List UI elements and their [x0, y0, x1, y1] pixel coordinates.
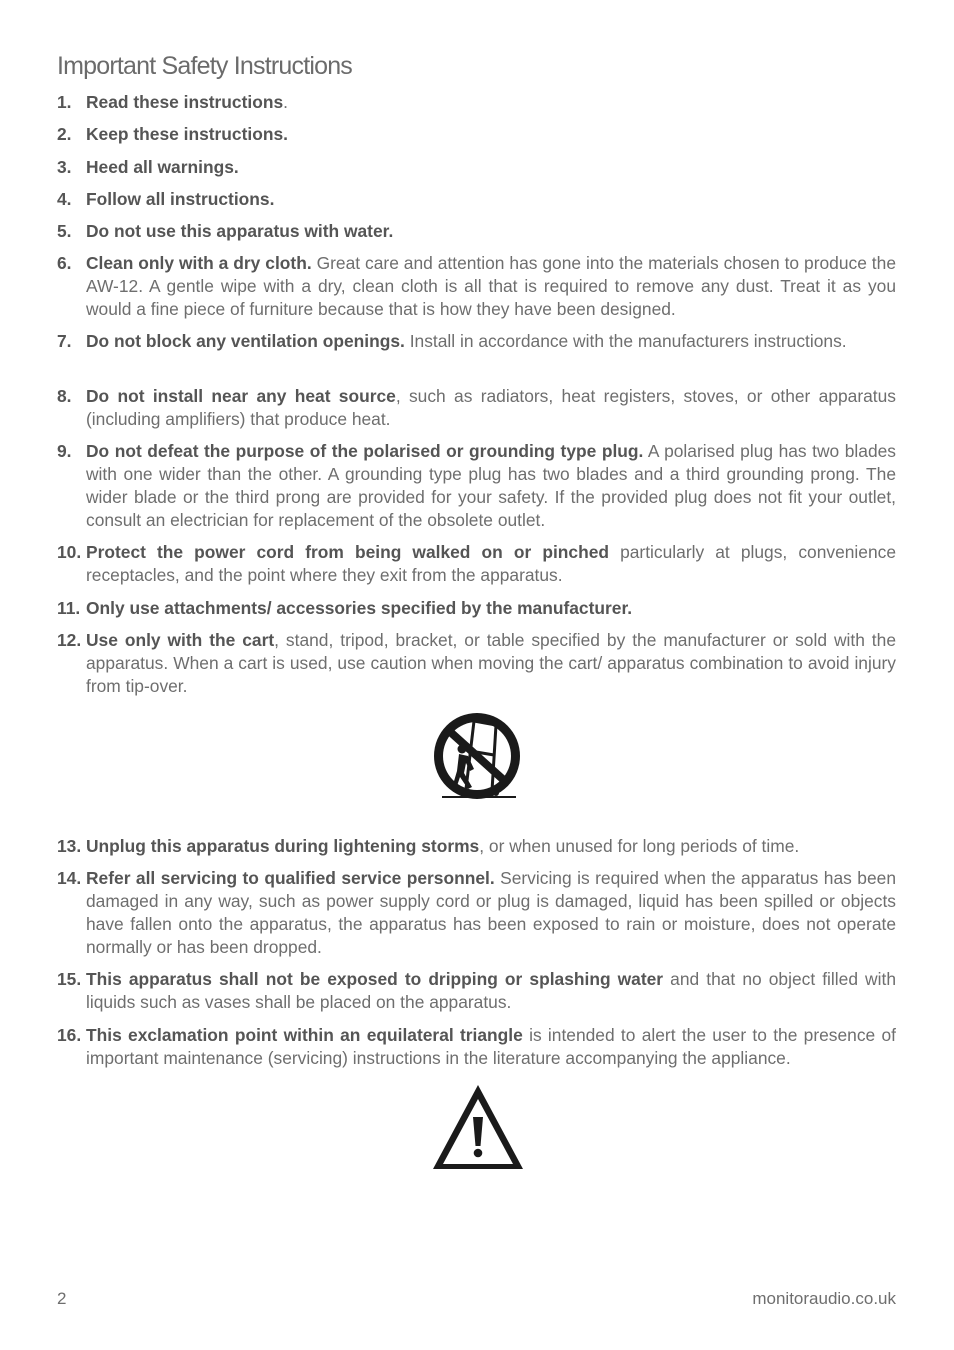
item-heading: Keep these instructions.: [86, 124, 288, 144]
item-number: 5.: [57, 221, 72, 241]
item-number: 6.: [57, 253, 72, 273]
item-heading: This exclamation point within an equilateral triangle: [86, 1025, 523, 1045]
item-number: 11.: [57, 598, 81, 618]
list-item: [57, 1024, 896, 1070]
list-item: [57, 220, 896, 243]
list-item: [57, 91, 896, 114]
item-heading: Clean only with a dry cloth.: [86, 253, 312, 273]
list-item: [57, 188, 896, 211]
item-number: 12.: [57, 630, 82, 650]
item-heading: Only use attachments/ accessories specified by the manufacturer.: [86, 598, 633, 618]
item-heading: Do not install near any heat source: [86, 386, 396, 406]
item-heading: Protect the power cord from being walked on or pinched: [86, 542, 609, 562]
item-text: Install in accordance with the manufacturers instructions.: [404, 331, 847, 351]
item-text: , such as radiators, heat registers, stoves, or other apparatus (including amplifiers) that produce heat.: [86, 386, 896, 429]
item-heading: Read these instructions: [86, 92, 284, 112]
item-text: Great care and attention has gone into the materials chosen to produce the AW-12. A gentle wipe with a dry, clean cloth is all that is required to remove any dust. Treat it as you would a fine piece of furniture because that is how they have been designed.: [86, 253, 896, 319]
item-heading: Do not use this apparatus with water.: [86, 221, 394, 241]
item-heading: Do not block any ventilation openings.: [86, 331, 405, 351]
item-heading: Unplug this apparatus during lightening storms: [86, 836, 480, 856]
item-heading: This apparatus shall not be exposed to dripping or splashing water: [86, 969, 664, 989]
cart-tip-over-warning-icon: [432, 711, 522, 801]
item-number: 8.: [57, 386, 72, 406]
page-number: 2: [57, 1289, 67, 1308]
item-number: 3.: [57, 157, 72, 177]
item-number: 10.: [57, 542, 82, 562]
website-url: monitoraudio.co.uk: [752, 1289, 896, 1308]
list-item: [57, 629, 896, 698]
item-text: is intended to alert the user to the presence of important maintenance (servicing) instructions in the literature accompanying the appliance.: [86, 1025, 896, 1068]
list-item: [57, 252, 896, 321]
item-number: 15.: [57, 969, 82, 989]
item-number: 14.: [57, 868, 82, 888]
item-text: A polarised plug has two blades with one wider than the other. A grounding type plug has two blades and a third grounding prong. The wider blade or the third prong are provided for your safety. If the provided plug does not fit your outlet, consult an electrician for replacement of the obsolete outlet.: [86, 441, 896, 530]
list-item: [57, 867, 896, 959]
item-text: and that no object filled with liquids such as vases shall be placed on the apparatus.: [86, 969, 896, 1012]
item-number: 13.: [57, 836, 82, 856]
item-number: 7.: [57, 331, 72, 351]
list-item: [57, 330, 896, 353]
item-number: 4.: [57, 189, 72, 209]
item-heading: Heed all warnings.: [86, 157, 239, 177]
item-text: , stand, tripod, bracket, or table specified by the manufacturer or sold with the apparatus. When a cart is used, use caution when moving the cart/ apparatus combination to avoid injury from tip-over.: [86, 630, 896, 696]
item-heading: Use only with the cart: [86, 630, 275, 650]
item-heading: Follow all instructions.: [86, 189, 275, 209]
item-text: .: [283, 92, 288, 112]
item-number: 1.: [57, 92, 72, 112]
item-text: Servicing is required when the apparatus has been damaged in any way, such as power supply cord or plug is damaged, liquid has been spilled or objects have fallen onto the apparatus, the apparatus has been exposed to rain or moisture, does not operate normally or has been dropped.: [86, 868, 896, 957]
item-heading: Refer all servicing to qualified service personnel.: [86, 868, 495, 888]
item-text: , or when unused for long periods of time.: [479, 836, 800, 856]
list-item: [57, 385, 896, 431]
list-item: [57, 835, 896, 858]
item-number: 16.: [57, 1025, 82, 1045]
list-item: [57, 541, 896, 587]
list-item: [57, 156, 896, 179]
list-item: [57, 968, 896, 1014]
list-item: [57, 123, 896, 146]
exclamation-triangle-icon: [430, 1082, 526, 1172]
list-item: [57, 597, 896, 620]
item-number: 2.: [57, 124, 72, 144]
page-title: Important Safety Instructions: [57, 52, 353, 80]
item-heading: Do not defeat the purpose of the polarised or grounding type plug.: [86, 441, 644, 461]
list-item: [57, 440, 896, 532]
item-number: 9.: [57, 441, 72, 461]
item-text: particularly at plugs, convenience receptacles, and the point where they exit from the apparatus.: [86, 542, 896, 585]
